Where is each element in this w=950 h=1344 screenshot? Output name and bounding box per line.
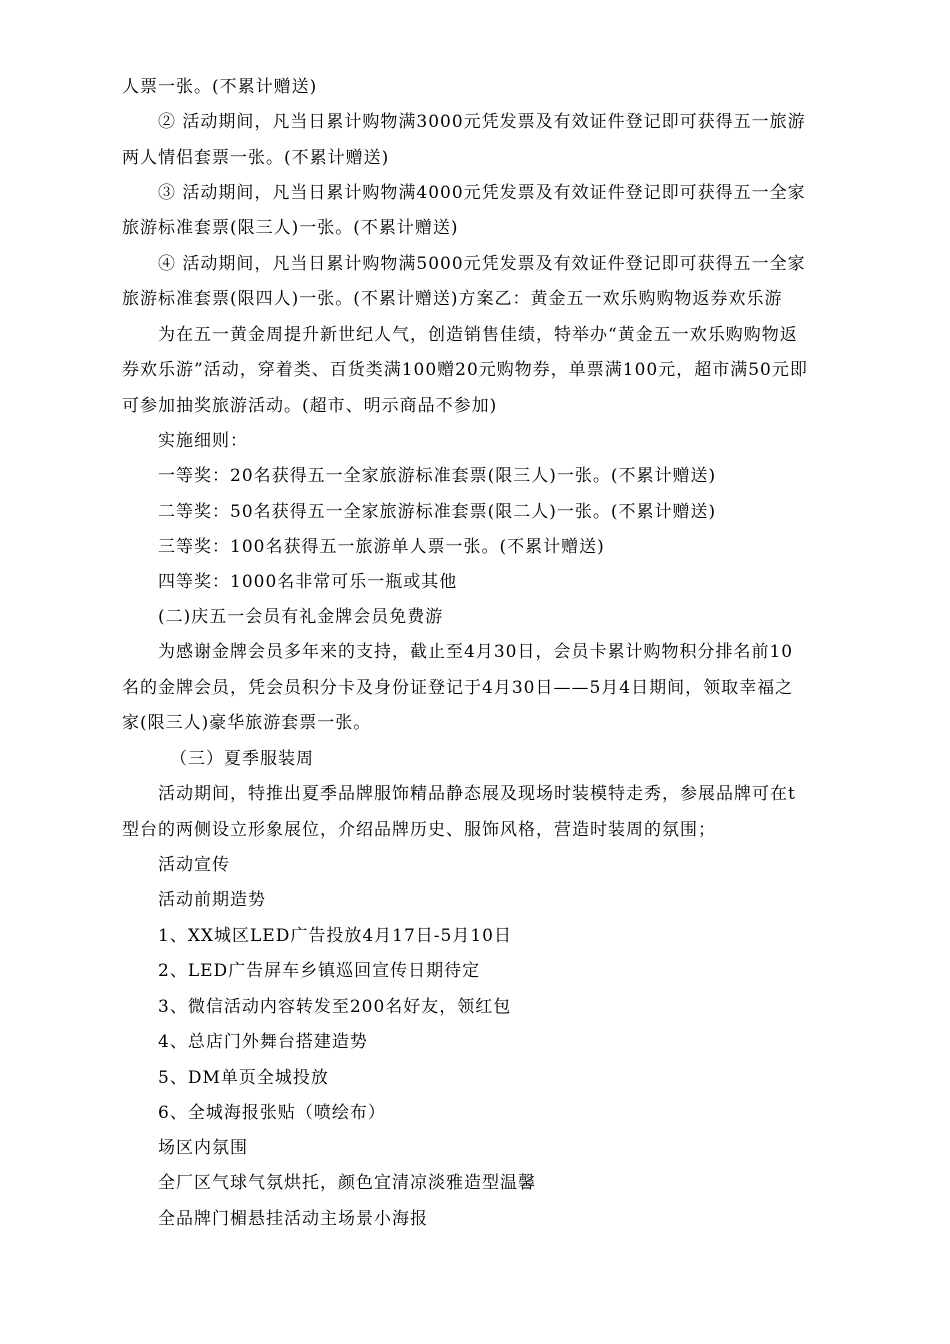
text-line: 人票一张。(不累计赠送)	[122, 77, 318, 97]
section-heading: (二)庆五一会员有礼金牌会员免费游	[158, 607, 444, 627]
text-line: 家(限三人)豪华旅游套票一张。	[122, 713, 372, 733]
list-item: 2、LED广告屏车乡镇巡回宣传日期待定	[158, 961, 481, 981]
text-line: 三等奖：100名获得五一旅游单人票一张。(不累计赠送)	[158, 537, 605, 557]
text-line: 为在五一黄金周提升新世纪人气，创造销售佳绩，特举办“黄金五一欢乐购购物返	[158, 325, 798, 345]
text-line: 四等奖：1000名非常可乐一瓶或其他	[158, 572, 458, 592]
text-line: 一等奖：20名获得五一全家旅游标准套票(限三人)一张。(不累计赠送)	[158, 466, 717, 486]
text-line: 名的金牌会员，凭会员积分卡及身份证登记于4月30日——5月4日期间，领取幸福之	[122, 678, 794, 698]
text-line: 二等奖：50名获得五一全家旅游标准套票(限二人)一张。(不累计赠送)	[158, 502, 717, 522]
text-line: 实施细则：	[158, 431, 248, 451]
text-line: 场区内氛围	[158, 1138, 248, 1158]
section-heading: 活动宣传	[158, 855, 230, 875]
text-line: ② 活动期间，凡当日累计购物满3000元凭发票及有效证件登记即可获得五一旅游	[158, 112, 806, 132]
list-item: 5、DM单页全城投放	[158, 1068, 329, 1088]
section-heading: （三）夏季服装周	[170, 749, 314, 769]
text-line: ④ 活动期间，凡当日累计购物满5000元凭发票及有效证件登记即可获得五一全家	[158, 254, 806, 274]
text-line: 券欢乐游”活动，穿着类、百货类满100赠20元购物券，单票满100元，超市满50元即	[122, 360, 808, 380]
text-line: 两人情侣套票一张。(不累计赠送)	[122, 148, 390, 168]
text-line: 型台的两侧设立形象展位，介绍品牌历史、服饰风格，营造时装周的氛围；	[122, 820, 716, 840]
text-line: 活动期间，特推出夏季品牌服饰精品静态展及现场时装模特走秀，参展品牌可在t	[158, 784, 796, 804]
text-line: 旅游标准套票(限三人)一张。(不累计赠送)	[122, 218, 459, 238]
text-line: 可参加抽奖旅游活动。(超市、明示商品不参加)	[122, 396, 498, 416]
text-line: 为感谢金牌会员多年来的支持，截止至4月30日，会员卡累计购物积分排名前10	[158, 642, 794, 662]
list-item: 6、全城海报张贴（喷绘布）	[158, 1103, 386, 1123]
list-item: 1、XX城区LED广告投放4月17日-5月10日	[158, 926, 512, 946]
list-item: 4、总店门外舞台搭建造势	[158, 1032, 368, 1052]
text-line: 全品牌门楣悬挂活动主场景小海报	[158, 1209, 428, 1229]
text-line: 旅游标准套票(限四人)一张。(不累计赠送)方案乙：黄金五一欢乐购购物返券欢乐游	[122, 289, 783, 309]
text-line: 活动前期造势	[158, 890, 266, 910]
list-item: 3、微信活动内容转发至200名好友，领红包	[158, 997, 512, 1017]
text-line: ③ 活动期间，凡当日累计购物满4000元凭发票及有效证件登记即可获得五一全家	[158, 183, 806, 203]
text-line: 全厂区气球气氛烘托，颜色宜清凉淡雅造型温馨	[158, 1173, 536, 1193]
